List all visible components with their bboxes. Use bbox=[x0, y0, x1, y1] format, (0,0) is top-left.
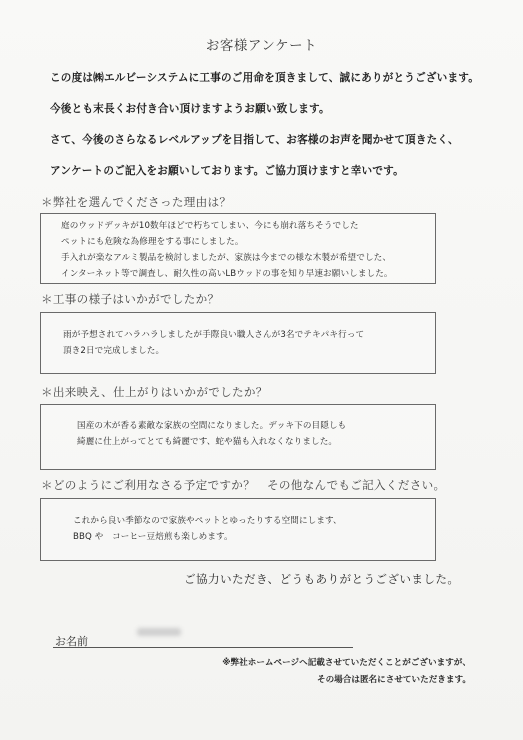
question-finish: ＊出来映え、仕上がりはいかがでしたか？ bbox=[41, 385, 268, 399]
closing-message: ご協力いただき、どうもありがとうございました。 bbox=[184, 572, 460, 586]
answer-line: 手入れが楽なアルミ製品を検討しましたが、家族は今までの様な木製が希望でした、 bbox=[61, 253, 392, 263]
intro-line-1: この度は㈱エルビーシステムに工事のご用命を頂きまして、誠にありがとうございます。 bbox=[50, 72, 479, 84]
answer-line: 綺麗に仕上がってとても綺麗です、蛇や猫も入れなくなりました。 bbox=[77, 437, 338, 447]
intro-line-2: 今後とも末長くお付き合い頂けますようお願い致します。 bbox=[50, 103, 330, 115]
answer-line: これから良い季節なので家族やペットとゆったりする空間にします、 bbox=[73, 516, 342, 526]
name-label: お名前 bbox=[55, 635, 88, 648]
answer-box-reason bbox=[40, 213, 436, 284]
redacted-name bbox=[137, 628, 181, 636]
question-construction: ＊工事の様子はいかがでしたか？ bbox=[41, 292, 220, 306]
intro-line-4: アンケートのご記入をお願いしております。ご協力頂けますと幸いです。 bbox=[50, 165, 404, 177]
answer-line: BBQ や コーヒー豆焙煎も楽しめます。 bbox=[73, 532, 233, 542]
question-usage: ＊どのようにご利用なさる予定ですか？ その他なんでもご記入ください。 bbox=[41, 478, 446, 492]
note-line: ※弊社ホームページへ記載させていただくことがございますが、 bbox=[222, 658, 471, 668]
answer-box-finish bbox=[40, 404, 436, 470]
answer-line: 国産の木が香る素敵な家族の空間になりました。デッキ下の目隠しも bbox=[77, 421, 347, 431]
answer-line: 庭のウッドデッキが10数年ほどで朽ちてしまい、今にも崩れ落ちそうでした bbox=[61, 221, 359, 231]
note-line: その場合は匿名にさせていただきます。 bbox=[316, 675, 471, 685]
intro-line-3: さて、今後のさらなるレベルアップを目指して、お客様のお声を聞かせて頂きたく、 bbox=[50, 134, 459, 146]
question-reason: ＊弊社を選んでくださった理由は？ bbox=[41, 195, 232, 209]
answer-line: インターネット等で調査し、耐久性の高いLBウッドの事を知り早速お願いしました。 bbox=[61, 269, 393, 279]
answer-line: 頂き2日で完成しました。 bbox=[63, 346, 165, 356]
page-title: お客様アンケート bbox=[205, 38, 318, 54]
disclosure-note bbox=[222, 655, 471, 689]
answer-box-construction bbox=[40, 312, 436, 374]
answer-line: ペットにも危険な為修理をする事にしました。 bbox=[61, 237, 244, 247]
name-underline bbox=[53, 647, 353, 648]
answer-box-usage bbox=[40, 498, 436, 561]
answer-line: 雨が予想されてハラハラしましたが手際良い職人さんが3名でテキパキ行って bbox=[63, 330, 365, 340]
